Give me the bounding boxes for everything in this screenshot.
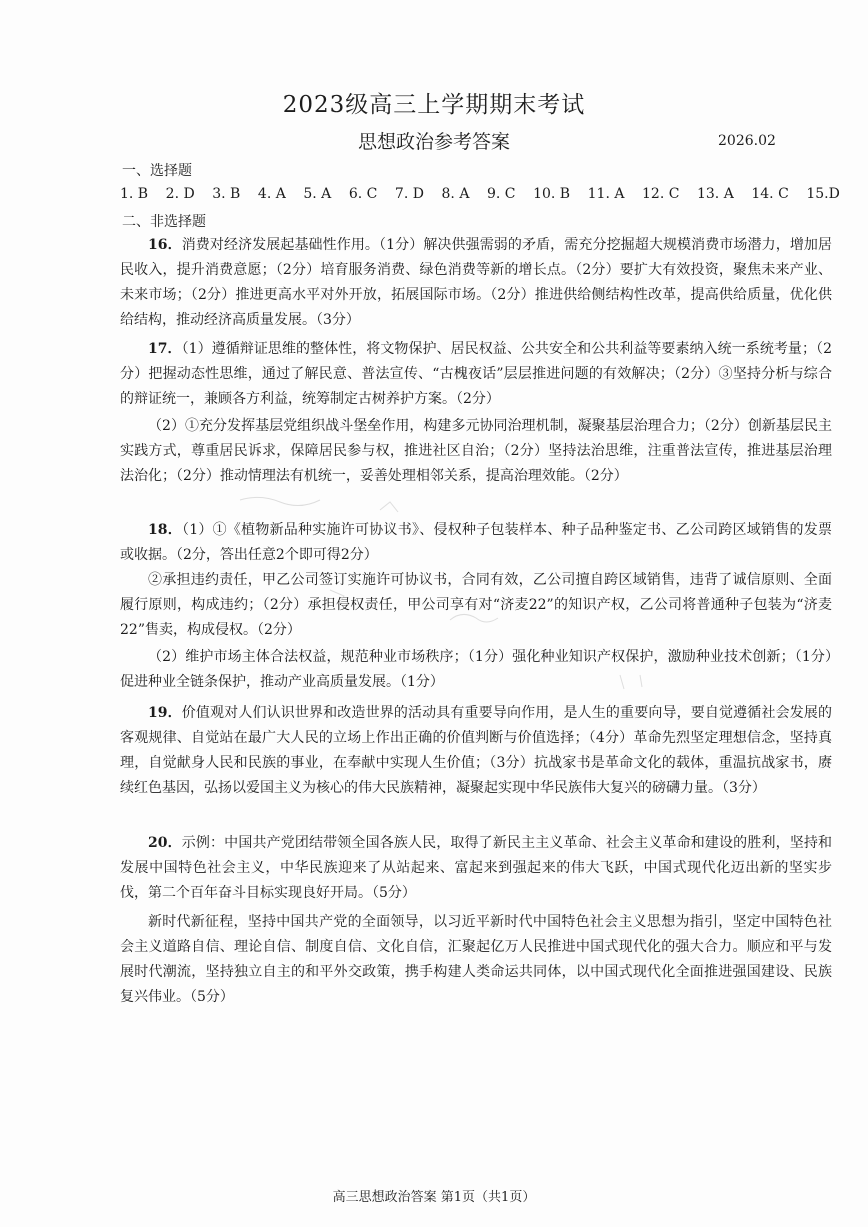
question-number: 19． — [148, 705, 182, 721]
choice-answer: 6. C — [348, 186, 378, 202]
choice-answer: 9. C — [486, 186, 516, 202]
choice-answer-row — [120, 186, 840, 202]
choice-answer: 14. C — [751, 186, 789, 202]
section-heading-nonchoice: 二、非选择题 — [122, 214, 206, 230]
pencil-mark — [380, 502, 398, 512]
answer-q18-part1b — [120, 568, 832, 643]
answer-text: （2）维护市场主体合法权益，规范种业市场秩序；（1分）强化种业知识产权保护，激励种业技术创新；（1分）促进种业全链条保护，推动产业高质量发展。（1分） — [120, 649, 832, 690]
answer-q17-part1 — [120, 337, 832, 412]
answer-q19 — [120, 701, 832, 801]
answer-q18-part2 — [120, 645, 832, 695]
choice-answer: 13. A — [696, 186, 734, 202]
choice-answer: 7. D — [394, 186, 424, 202]
answer-text: （1）遵循辩证思维的整体性，将文物保护、居民权益、公共安全和公共利益等要素纳入统一系统考量；（2分）把握动态性思维，通过了解民意、普法宣传、“古槐夜话”层层推进问题的有效解决；（2分）③坚持分析与综合的辩证统一，兼顾各方利益，统筹制定古树养护方案。（2分） — [120, 341, 832, 407]
answer-text: 示例：中国共产党团结带领全国各族人民，取得了新民主主义革命、社会主义革命和建设的胜利，坚持和发展中国特色社会主义，中华民族迎来了从站起来、富起来到强起来的伟大飞跃，中国式现代化迈出新的坚实步伐，第二个百年奋斗目标实现良好开局。（5分） — [120, 835, 833, 901]
question-number: 18． — [148, 522, 182, 538]
answer-text: 消费对经济发展起基础性作用。（1分）解决供强需弱的矛盾，需充分挖掘超大规模消费市场潜力，增加居民收入，提升消费意愿；（2分）培育服务消费、绿色消费等新的增长点。（2分）要扩大有效投资，聚焦未来产业、未来市场；（2分）推进更高水平对外开放，拓展国际市场。（2分）推进供给侧结构性改革，提高供给质量，优化供给结构，推动经济高质量发展。（3分） — [120, 237, 833, 328]
answer-text: （1）①《植物新品种实施许可协议书》、侵权种子包装样本、种子品种鉴定书、乙公司跨区域销售的发票或收据。（2分，答出任意2个即可得2分） — [120, 522, 832, 563]
choice-answer: 15.D — [806, 186, 840, 202]
choice-answer: 8. A — [441, 186, 470, 202]
choice-answer: 5. A — [303, 186, 332, 202]
section-heading-choice: 一、选择题 — [122, 163, 192, 179]
answer-q17-part2 — [120, 414, 832, 489]
answer-q16 — [120, 233, 832, 333]
choice-answer: 2. D — [165, 186, 195, 202]
page-subtitle: 思想政治参考答案 — [357, 131, 510, 153]
exam-date: 2026.02 — [718, 133, 776, 149]
page-title: 2023级高三上学期期末考试 — [282, 92, 586, 118]
answer-q20-part2 — [120, 910, 832, 1010]
choice-answer: 10. B — [533, 186, 571, 202]
question-number: 17． — [148, 341, 182, 357]
pencil-mark — [240, 497, 320, 505]
choice-answer: 1. B — [120, 186, 149, 202]
choice-answer: 4. A — [257, 186, 286, 202]
answer-q20-part1 — [120, 831, 832, 906]
choice-answer: 3. B — [212, 186, 241, 202]
answer-q18-part1 — [120, 518, 832, 568]
question-number: 16． — [148, 237, 182, 253]
choice-answer: 12. C — [642, 186, 680, 202]
choice-answer: 11. A — [587, 186, 625, 202]
answer-text: 新时代新征程，坚持中国共产党的全面领导，以习近平新时代中国特色社会主义思想为指引，坚定中国特色社会主义道路自信、理论自信、制度自信、文化自信，汇聚起亿万人民推进中国式现代化的强大合力。顺应和平与发展时代潮流，坚持独立自主的和平外交政策，携手构建人类命运共同体，以中国式现代化全面推进强国建设、民族复兴伟业。（5分） — [120, 914, 832, 1005]
question-number: 20． — [148, 835, 182, 851]
answer-text: （2）①充分发挥基层党组织战斗堡垒作用，构建多元协同治理机制，凝聚基层治理合力；（2分）创新基层民主实践方式，尊重居民诉求，保障居民参与权，推进社区自治；（2分）坚持法治思维，注重普法宣传，推进基层治理法治化；（2分）推动情理法有机统一，妥善处理相邻关系，提高治理效能。（2分） — [120, 418, 832, 484]
answer-text: ②承担违约责任，甲乙公司签订实施许可协议书，合同有效，乙公司擅自跨区域销售，违背了诚信原则、全面履行原则，构成违约；（2分）承担侵权责任，甲公司享有对“济麦22”的知识产权，乙公司将普通种子包装为“济麦22”售卖，构成侵权。（2分） — [120, 572, 832, 638]
page-footer: 高三思想政治答案 第1页（共1页） — [332, 1190, 536, 1205]
answer-text: 价值观对人们认识世界和改造世界的活动具有重要导向作用，是人生的重要向导，要自觉遵循社会发展的客观规律、自觉站在最广大人民的立场上作出正确的价值判断与价值选择；（4分）革命先烈坚定理想信念，坚持真理，自觉献身人民和民族的事业，在奉献中实现人生价值；（3分）抗战家书是革命文化的载体，重温抗战家书，赓续红色基因，弘扬以爱国主义为核心的伟大民族精神，凝聚起实现中华民族伟大复兴的磅礴力量。（3分） — [120, 705, 833, 796]
